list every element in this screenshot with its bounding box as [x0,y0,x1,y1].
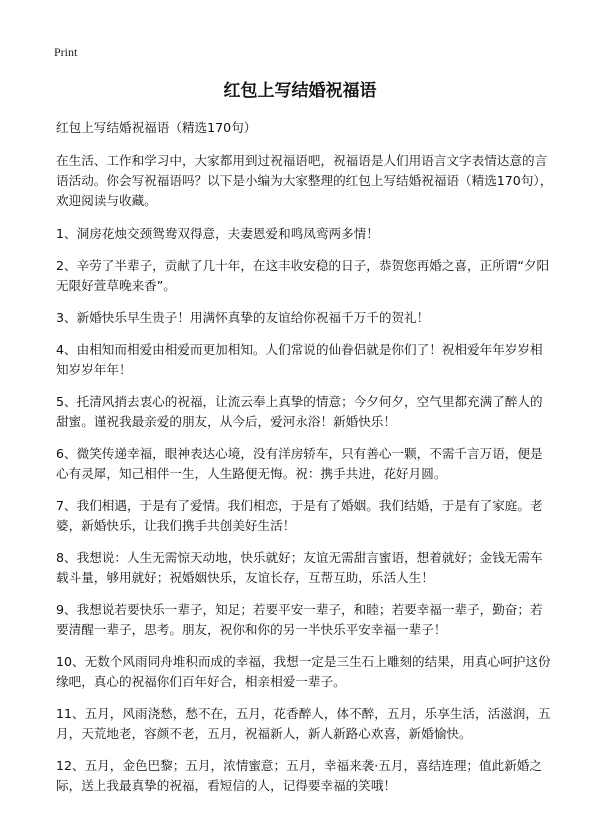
greeting-item: 12、五月，金色巴黎；五月，浓情蜜意；五月，幸福来袭·五月，喜结连理；值此新婚之际，送上我最真挚的祝福，看短信的人，记得要幸福的笑哦！ [56,758,542,793]
greeting-item: 4、由相知而相爱由相爱而更加相知。人们常说的仙眷侣就是你们了！祝相爱年年岁岁相知岁岁年年！ [56,342,543,377]
greeting-item: 9、我想说若要快乐一辈子，知足；若要平安一辈子，和睦；若要幸福一辈子，勤奋；若要清醒一辈子，思考。朋友，祝你和你的另一半快乐平安幸福一辈子！ [56,602,543,637]
greeting-item: 8、我想说：人生无需惊天动地，快乐就好；友谊无需甜言蜜语，想着就好；金钱无需车载斗量，够用就好；祝婚姻快乐，友谊长存，互帮互助，乐活人生！ [56,550,543,585]
greeting-item: 10、无数个风雨同舟堆积而成的幸福，我想一定是三生石上雕刻的结果，用真心呵护这份缘吧，真心的祝福你们百年好合，相亲相爱一辈子。 [56,654,551,689]
page-title: 红包上写结婚祝福语 [223,81,377,101]
greeting-item: 2、辛劳了半辈子，贡献了几十年，在这丰收安稳的日子，恭贺您再婚之喜，正所谓“夕阳无限好萱草晚来香”。 [56,258,550,293]
greeting-item: 3、新婚快乐早生贵子！用满怀真挚的友谊给你祝福千万千的贺礼！ [56,310,430,325]
article-body [56,118,554,808]
article-subtitle: 红包上写结婚祝福语（精选170句） [56,120,257,135]
greeting-item: 7、我们相遇，于是有了爱情。我们相恋，于是有了婚姻。我们结婚，于是有了家庭。老婆，新婚快乐，让我们携手共创美好生活！ [56,498,543,533]
greeting-item: 11、五月，风雨浇愁，愁不在，五月，花香醉人，体不醉，五月，乐享生活，活滋润，五月，天荒地老，容颜不老，五月，祝福新人，新人新路心欢喜，新婚愉快。 [56,706,551,741]
intro-paragraph: 在生活、工作和学习中，大家都用到过祝福语吧，祝福语是人们用语言文字表情达意的言语活动。你会写祝福语吗？以下是小编为大家整理的红包上写结婚祝福语（精选170句），欢迎阅读与收藏。 [56,153,553,208]
greeting-item: 5、托清风捎去衷心的祝福，让流云奉上真挚的情意；今夕何夕，空气里都充满了醉人的甜蜜。谨祝我最亲爱的朋友，从今后，爱河永浴！新婚快乐！ [56,394,543,429]
print-link[interactable]: Print [54,45,78,59]
greeting-item: 1、洞房花烛交颈鸳鸯双得意，夫妻恩爱和鸣凤鸾两多情！ [56,226,379,241]
greeting-item: 6、微笑传递幸福，眼神表达心境，没有洋房轿车，只有善心一颗，不需千言万语，便是心有灵犀，知己相伴一生，人生路便无悔。祝：携手共进，花好月圆。 [56,446,543,481]
